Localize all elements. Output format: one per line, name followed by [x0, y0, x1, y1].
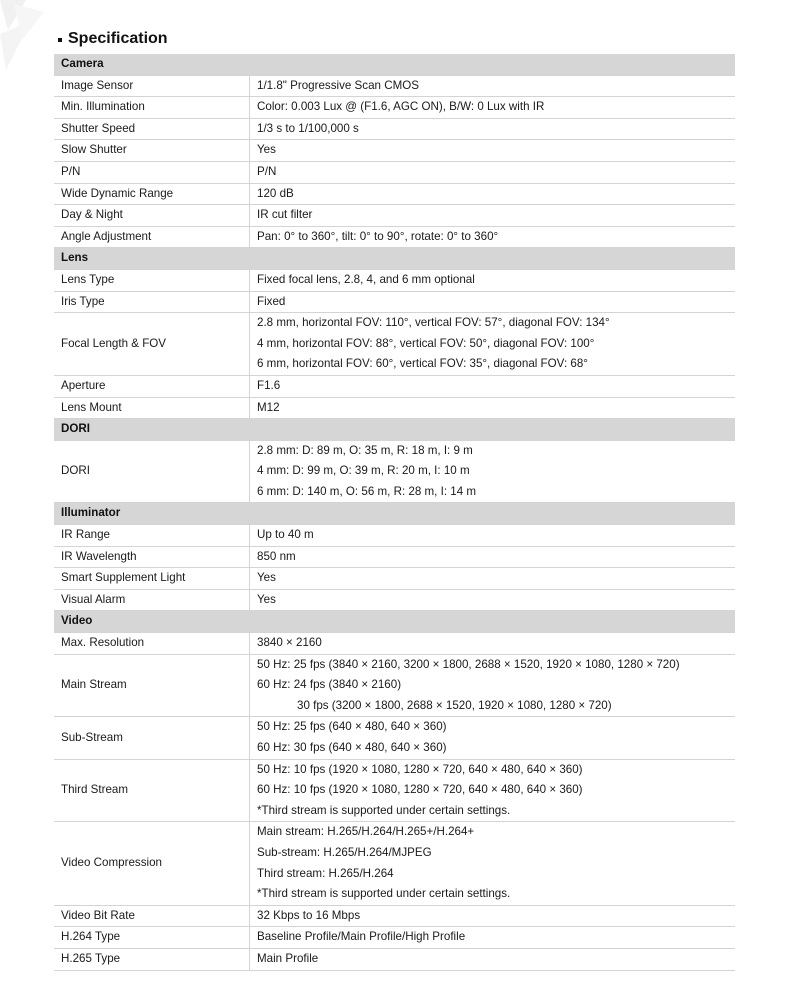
spec-label: Smart Supplement Light	[54, 568, 250, 589]
spec-value-line: Pan: 0° to 360°, tilt: 0° to 90°, rotate: 0° to 360°	[257, 229, 499, 243]
spec-value-line: Baseline Profile/Main Profile/High Profile	[257, 930, 466, 944]
spec-value-line: M12	[257, 400, 280, 414]
spec-value-line: Up to 40 m	[257, 528, 314, 542]
spec-value-line: 50 Hz: 25 fps (640 × 480, 640 × 360)	[257, 720, 447, 734]
spec-value	[250, 140, 735, 161]
spec-value	[250, 760, 735, 822]
spec-value	[250, 313, 735, 375]
section-header-video	[54, 611, 735, 633]
spec-value	[250, 376, 735, 397]
spec-row-wide-dynamic-range	[54, 184, 735, 206]
spec-label: Lens Type	[54, 270, 250, 291]
spec-value	[250, 717, 735, 758]
spec-label: Max. Resolution	[54, 633, 250, 654]
spec-row-angle-adjustment	[54, 227, 735, 249]
spec-label: Image Sensor	[54, 76, 250, 97]
spec-row-video-compression	[54, 822, 735, 905]
spec-value-line: *Third stream is supported under certain settings.	[257, 803, 511, 817]
spec-row-day-night	[54, 205, 735, 227]
spec-row-focal-length-fov	[54, 313, 735, 376]
spec-label: Focal Length & FOV	[54, 313, 250, 375]
spec-row-min-illumination	[54, 97, 735, 119]
spec-label: Video Compression	[54, 822, 250, 904]
spec-value	[250, 97, 735, 118]
spec-value	[250, 119, 735, 140]
spec-row-visual-alarm	[54, 590, 735, 612]
spec-value	[250, 590, 735, 611]
spec-value	[250, 162, 735, 183]
spec-value-line: 2.8 mm: D: 89 m, O: 35 m, R: 18 m, I: 9 m	[257, 443, 473, 457]
spec-row-aperture	[54, 376, 735, 398]
section-title: Illuminator	[61, 506, 121, 520]
spec-row-ir-wavelength	[54, 547, 735, 569]
spec-value-line: Yes	[257, 571, 276, 585]
spec-value	[250, 822, 735, 904]
spec-value	[250, 205, 735, 226]
spec-label: IR Wavelength	[54, 547, 250, 568]
spec-label: Sub-Stream	[54, 717, 250, 758]
spec-label: Min. Illumination	[54, 97, 250, 118]
spec-label: Lens Mount	[54, 398, 250, 419]
spec-row-main-stream	[54, 655, 735, 718]
spec-value-line: 32 Kbps to 16 Mbps	[257, 908, 361, 922]
spec-label: Day & Night	[54, 205, 250, 226]
spec-label: Aperture	[54, 376, 250, 397]
spec-label: Iris Type	[54, 292, 250, 313]
specification-table	[54, 54, 735, 971]
spec-value	[250, 655, 735, 717]
spec-row-dori	[54, 441, 735, 504]
spec-value	[250, 568, 735, 589]
spec-value-line: F1.6	[257, 378, 281, 392]
spec-value-line: 6 mm, horizontal FOV: 60°, vertical FOV: 35°, diagonal FOV: 68°	[257, 357, 588, 371]
spec-value	[250, 292, 735, 313]
spec-value	[250, 949, 735, 970]
spec-value	[250, 398, 735, 419]
spec-value	[250, 633, 735, 654]
spec-value	[250, 927, 735, 948]
spec-value-line: 30 fps (3200 × 1800, 2688 × 1520, 1920 × 1080, 1280 × 720)	[297, 698, 612, 712]
spec-row-video-bit-rate	[54, 906, 735, 928]
spec-value-line: 50 Hz: 10 fps (1920 × 1080, 1280 × 720, 640 × 480, 640 × 360)	[257, 762, 583, 776]
spec-label: P/N	[54, 162, 250, 183]
spec-value-line: Yes	[257, 143, 276, 157]
spec-value-line: 6 mm: D: 140 m, O: 56 m, R: 28 m, I: 14 m	[257, 484, 477, 498]
spec-value-line: Fixed	[257, 294, 286, 308]
spec-value-line: IR cut filter	[257, 208, 313, 222]
spec-value-line: P/N	[257, 164, 277, 178]
spec-value	[250, 906, 735, 927]
spec-value-line: 1/1.8" Progressive Scan CMOS	[257, 78, 419, 92]
spec-row-ir-range	[54, 525, 735, 547]
spec-value-line: Main stream: H.265/H.264/H.265+/H.264+	[257, 825, 475, 839]
spec-label: Visual Alarm	[54, 590, 250, 611]
spec-row-h-265-type	[54, 949, 735, 971]
spec-value-line: 120 dB	[257, 186, 294, 200]
spec-row-image-sensor	[54, 76, 735, 98]
spec-label: IR Range	[54, 525, 250, 546]
spec-row-lens-type	[54, 270, 735, 292]
section-title: Lens	[61, 251, 89, 265]
spec-value-line: Third stream: H.265/H.264	[257, 866, 394, 880]
spec-label: H.264 Type	[54, 927, 250, 948]
spec-row-slow-shutter	[54, 140, 735, 162]
spec-value-line: Color: 0.003 Lux @ (F1.6, AGC ON), B/W: 0 Lux with IR	[257, 100, 545, 114]
spec-row-p-n	[54, 162, 735, 184]
corner-decoration-icon	[0, 0, 60, 80]
page-title	[58, 29, 168, 49]
spec-label: Slow Shutter	[54, 140, 250, 161]
spec-value	[250, 270, 735, 291]
spec-value-line: Fixed focal lens, 2.8, 4, and 6 mm optional	[257, 272, 475, 286]
spec-value	[250, 525, 735, 546]
spec-value	[250, 547, 735, 568]
spec-row-max-resolution	[54, 633, 735, 655]
spec-value	[250, 76, 735, 97]
spec-label: Main Stream	[54, 655, 250, 717]
spec-label: Shutter Speed	[54, 119, 250, 140]
spec-label: Angle Adjustment	[54, 227, 250, 248]
spec-value-line: 3840 × 2160	[257, 636, 322, 650]
spec-value-line: 2.8 mm, horizontal FOV: 110°, vertical FOV: 57°, diagonal FOV: 134°	[257, 316, 610, 330]
spec-row-iris-type	[54, 292, 735, 314]
spec-value-line: Sub-stream: H.265/H.264/MJPEG	[257, 845, 432, 859]
spec-value-line: 4 mm, horizontal FOV: 88°, vertical FOV: 50°, diagonal FOV: 100°	[257, 336, 595, 350]
spec-value-line: 1/3 s to 1/100,000 s	[257, 121, 359, 135]
spec-row-h-264-type	[54, 927, 735, 949]
section-header-camera	[54, 54, 735, 76]
section-header-illuminator	[54, 503, 735, 525]
page-title-text: Specification	[68, 30, 168, 47]
square-bullet-icon	[58, 38, 62, 42]
spec-label: Wide Dynamic Range	[54, 184, 250, 205]
spec-row-smart-supplement-light	[54, 568, 735, 590]
section-title: Video	[61, 614, 93, 628]
spec-label: Third Stream	[54, 760, 250, 822]
section-header-dori	[54, 419, 735, 441]
spec-row-sub-stream	[54, 717, 735, 759]
spec-value-line: 60 Hz: 10 fps (1920 × 1080, 1280 × 720, 640 × 480, 640 × 360)	[257, 783, 583, 797]
spec-label: Video Bit Rate	[54, 906, 250, 927]
spec-row-third-stream	[54, 760, 735, 823]
spec-value-line: 60 Hz: 30 fps (640 × 480, 640 × 360)	[257, 741, 447, 754]
spec-value-line: 850 nm	[257, 549, 296, 563]
spec-value-line: 60 Hz: 24 fps (3840 × 2160)	[257, 678, 402, 692]
spec-value-line: *Third stream is supported under certain settings.	[257, 887, 511, 901]
spec-row-lens-mount	[54, 398, 735, 420]
spec-value	[250, 184, 735, 205]
spec-row-shutter-speed	[54, 119, 735, 141]
section-title: DORI	[61, 422, 90, 436]
section-header-lens	[54, 248, 735, 270]
section-title: Camera	[61, 57, 104, 70]
spec-value	[250, 441, 735, 503]
spec-value-line: 4 mm: D: 99 m, O: 39 m, R: 20 m, I: 10 m	[257, 464, 470, 478]
spec-label: H.265 Type	[54, 949, 250, 970]
spec-label: DORI	[54, 441, 250, 503]
spec-value-line: Yes	[257, 592, 276, 606]
spec-value	[250, 227, 735, 248]
spec-value-line: 50 Hz: 25 fps (3840 × 2160, 3200 × 1800, 2688 × 1520, 1920 × 1080, 1280 × 720)	[257, 657, 680, 671]
spec-value-line: Main Profile	[257, 951, 319, 965]
